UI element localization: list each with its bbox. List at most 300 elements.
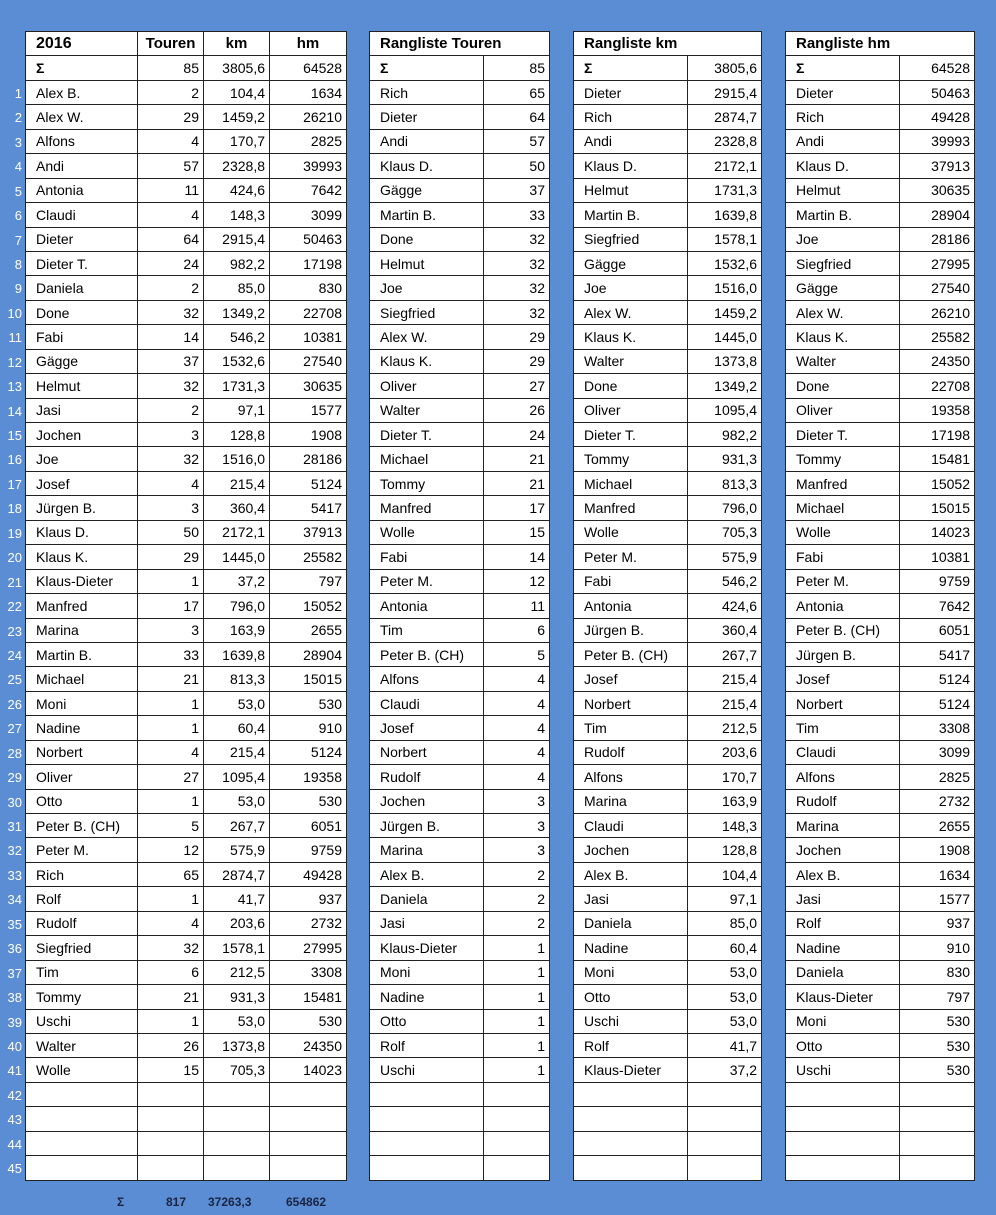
value-cell: 29 (484, 349, 550, 373)
name-cell: Dieter T. (786, 423, 900, 447)
touren-cell: 4 (138, 129, 204, 153)
value-cell: 982,2 (688, 423, 762, 447)
name-cell: Walter (370, 398, 484, 422)
value-cell: 4 (484, 716, 550, 740)
value-cell: 212,5 (688, 716, 762, 740)
name-cell: Alfons (574, 765, 688, 789)
name-cell: Klaus K. (786, 325, 900, 349)
row-number: 20 (7, 550, 22, 566)
row-number: 7 (14, 232, 22, 248)
name-cell: Walter (26, 1033, 138, 1057)
table-row (26, 667, 347, 691)
touren-cell: 14 (138, 325, 204, 349)
table-row (574, 1131, 762, 1155)
table-row (786, 716, 975, 740)
touren-cell: 65 (138, 862, 204, 886)
name-cell: Josef (786, 667, 900, 691)
touren-cell: 2 (138, 80, 204, 104)
row-number: 14 (7, 403, 22, 419)
name-cell: Antonia (26, 178, 138, 202)
value-cell: 530 (900, 1009, 975, 1033)
row-number-spacer (0, 31, 24, 80)
name-cell: Antonia (574, 594, 688, 618)
name-cell: Tim (26, 960, 138, 984)
name-cell: Norbert (370, 740, 484, 764)
touren-cell: 15 (138, 1058, 204, 1082)
value-cell: 21 (484, 471, 550, 495)
table-row (574, 1156, 762, 1180)
value-cell: 85,0 (688, 911, 762, 935)
table-row (26, 105, 347, 129)
value-cell: 32 (484, 276, 550, 300)
table-row (370, 740, 550, 764)
table-row (26, 862, 347, 886)
name-cell: Tim (574, 716, 688, 740)
km-cell: 2874,7 (204, 862, 270, 886)
row-numbers (0, 31, 24, 1180)
table-row (574, 398, 762, 422)
value-cell (484, 1156, 550, 1180)
value-cell: 10381 (900, 545, 975, 569)
hm-cell: 50463 (270, 227, 347, 251)
km-cell: 1516,0 (204, 447, 270, 471)
name-cell: Martin B. (574, 203, 688, 227)
touren-cell (138, 1131, 204, 1155)
touren-cell: 32 (138, 300, 204, 324)
name-cell: Alfons (26, 129, 138, 153)
header-row (574, 32, 762, 56)
table-row (370, 1107, 550, 1131)
name-cell: Wolle (574, 520, 688, 544)
name-cell: Otto (574, 985, 688, 1009)
km-cell: 37,2 (204, 569, 270, 593)
table-row (26, 178, 347, 202)
touren-cell: 11 (138, 178, 204, 202)
table-row (786, 447, 975, 471)
table-row (574, 911, 762, 935)
table-row (370, 594, 550, 618)
name-cell: Siegfried (26, 936, 138, 960)
value-cell: 360,4 (688, 618, 762, 642)
value-cell: 4 (484, 740, 550, 764)
value-cell: 53,0 (688, 1009, 762, 1033)
value-cell: 39993 (900, 129, 975, 153)
hm-cell: 28904 (270, 642, 347, 666)
table-row (26, 911, 347, 935)
table-row (26, 1156, 347, 1180)
hm-cell: 1908 (270, 423, 347, 447)
table-row (574, 887, 762, 911)
table-row (574, 569, 762, 593)
value-cell: 25582 (900, 325, 975, 349)
table-row (574, 789, 762, 813)
row-number: 17 (7, 476, 22, 492)
totals-touren: 817 (166, 1195, 187, 1209)
name-cell: Klaus K. (26, 545, 138, 569)
name-cell: Dieter T. (574, 423, 688, 447)
name-cell: Peter M. (370, 569, 484, 593)
table-row (370, 154, 550, 178)
value-cell: 4 (484, 765, 550, 789)
row-number: 19 (7, 525, 22, 541)
name-cell: Claudi (370, 691, 484, 715)
name-cell: Josef (370, 716, 484, 740)
table-row (370, 1058, 550, 1082)
table-row (370, 960, 550, 984)
name-cell: Manfred (370, 496, 484, 520)
name-cell: Helmut (786, 178, 900, 202)
touren-cell: 6 (138, 960, 204, 984)
value-cell: 6051 (900, 618, 975, 642)
table-row (786, 1107, 975, 1131)
km-cell (204, 1082, 270, 1106)
touren-cell (138, 1082, 204, 1106)
name-cell: Klaus K. (370, 349, 484, 373)
name-cell: Claudi (574, 814, 688, 838)
value-cell: 2874,7 (688, 105, 762, 129)
name-cell: Marina (574, 789, 688, 813)
sum-row (786, 56, 975, 80)
name-cell: Joe (26, 447, 138, 471)
hm-cell: 15481 (270, 985, 347, 1009)
value-cell: 15052 (900, 471, 975, 495)
name-cell: Nadine (26, 716, 138, 740)
table-row (370, 691, 550, 715)
row-number: 30 (7, 794, 22, 810)
row-number: 34 (7, 892, 22, 908)
value-cell: 30635 (900, 178, 975, 202)
name-cell: Fabi (26, 325, 138, 349)
name-cell: Manfred (574, 496, 688, 520)
touren-cell: 1 (138, 887, 204, 911)
table-row (26, 545, 347, 569)
value-cell (900, 1107, 975, 1131)
name-cell (26, 1131, 138, 1155)
km-cell: 982,2 (204, 251, 270, 275)
table-row (786, 471, 975, 495)
value-cell: 1459,2 (688, 300, 762, 324)
touren-cell: 3 (138, 423, 204, 447)
sum-label: Σ (26, 56, 138, 80)
hm-cell: 3099 (270, 203, 347, 227)
name-cell: Alex B. (574, 862, 688, 886)
sum-hm: 64528 (270, 56, 347, 80)
hm-cell: 24350 (270, 1033, 347, 1057)
touren-header: Touren (138, 32, 204, 56)
value-cell: 27 (484, 374, 550, 398)
value-cell: 3 (484, 814, 550, 838)
table-row (786, 789, 975, 813)
row-number: 38 (7, 990, 22, 1006)
table-row (26, 838, 347, 862)
table-row (370, 887, 550, 911)
main-table (25, 31, 347, 1181)
touren-cell: 32 (138, 936, 204, 960)
value-cell: 50463 (900, 80, 975, 104)
table-row (574, 80, 762, 104)
row-number: 15 (7, 428, 22, 444)
rank-km-title: Rangliste km (574, 32, 762, 56)
name-cell: Jasi (370, 911, 484, 935)
hm-cell: 1634 (270, 80, 347, 104)
table-row (574, 496, 762, 520)
touren-cell: 17 (138, 594, 204, 618)
value-cell: 530 (900, 1058, 975, 1082)
table-row (370, 251, 550, 275)
row-number: 42 (7, 1087, 22, 1103)
row-number: 12 (7, 354, 22, 370)
km-cell: 360,4 (204, 496, 270, 520)
row-number: 11 (8, 330, 22, 346)
table-row (574, 594, 762, 618)
table-row (786, 203, 975, 227)
name-cell: Dieter T. (26, 251, 138, 275)
name-cell (370, 1107, 484, 1131)
table-row (786, 594, 975, 618)
table-row (574, 251, 762, 275)
table-row (786, 1156, 975, 1180)
table-row (370, 325, 550, 349)
table-row (26, 618, 347, 642)
touren-cell: 1 (138, 789, 204, 813)
table-row (26, 520, 347, 544)
table-row (26, 471, 347, 495)
table-row (370, 545, 550, 569)
table-row (574, 862, 762, 886)
row-number: 13 (7, 379, 22, 395)
value-cell: 37913 (900, 154, 975, 178)
name-cell: Klaus-Dieter (26, 569, 138, 593)
name-cell (26, 1107, 138, 1131)
name-cell: Done (26, 300, 138, 324)
name-cell: Alfons (370, 667, 484, 691)
value-cell: 60,4 (688, 936, 762, 960)
table-row (574, 716, 762, 740)
name-cell (370, 1156, 484, 1180)
km-cell: 1459,2 (204, 105, 270, 129)
table-row (26, 1058, 347, 1082)
name-cell: Nadine (370, 985, 484, 1009)
row-number: 22 (7, 599, 22, 615)
value-cell: 4 (484, 667, 550, 691)
table-row (26, 423, 347, 447)
value-cell: 15481 (900, 447, 975, 471)
value-cell: 104,4 (688, 862, 762, 886)
table-row (574, 423, 762, 447)
name-cell (26, 1082, 138, 1106)
table-row (786, 1058, 975, 1082)
name-cell: Done (574, 374, 688, 398)
touren-cell: 4 (138, 740, 204, 764)
name-cell: Done (370, 227, 484, 251)
name-cell: Peter B. (CH) (26, 814, 138, 838)
touren-cell: 57 (138, 154, 204, 178)
km-cell: 148,3 (204, 203, 270, 227)
row-number: 31 (7, 819, 22, 835)
value-cell: 1639,8 (688, 203, 762, 227)
table-row (786, 838, 975, 862)
value-cell: 705,3 (688, 520, 762, 544)
table-row (370, 520, 550, 544)
hm-cell (270, 1082, 347, 1106)
km-cell: 1095,4 (204, 765, 270, 789)
name-cell: Antonia (786, 594, 900, 618)
value-cell: 6 (484, 618, 550, 642)
hm-cell: 910 (270, 716, 347, 740)
hm-cell: 26210 (270, 105, 347, 129)
name-cell: Martin B. (26, 642, 138, 666)
km-cell: 128,8 (204, 423, 270, 447)
name-cell: Josef (26, 471, 138, 495)
value-cell (900, 1156, 975, 1180)
table-row (26, 227, 347, 251)
value-cell: 1349,2 (688, 374, 762, 398)
table-row (26, 129, 347, 153)
name-cell: Daniela (786, 960, 900, 984)
table-row (786, 740, 975, 764)
row-number: 16 (7, 452, 22, 468)
table-row (786, 227, 975, 251)
value-cell: 53,0 (688, 960, 762, 984)
table-row (370, 300, 550, 324)
name-cell: Klaus-Dieter (786, 985, 900, 1009)
value-cell: 33 (484, 203, 550, 227)
name-cell: Manfred (26, 594, 138, 618)
name-cell: Otto (26, 789, 138, 813)
table-row (370, 838, 550, 862)
value-cell: 14023 (900, 520, 975, 544)
touren-cell: 33 (138, 642, 204, 666)
table-row (26, 569, 347, 593)
table-row (26, 154, 347, 178)
row-number: 6 (14, 208, 22, 224)
value-cell: 11 (484, 594, 550, 618)
value-cell: 4 (484, 691, 550, 715)
name-cell: Andi (26, 154, 138, 178)
km-cell: 2328,8 (204, 154, 270, 178)
table-row (370, 374, 550, 398)
table-row (574, 276, 762, 300)
rank-touren-table (369, 31, 550, 1181)
table-row (786, 251, 975, 275)
value-cell: 1 (484, 960, 550, 984)
touren-cell: 3 (138, 496, 204, 520)
table-row (370, 471, 550, 495)
table-row (786, 1082, 975, 1106)
name-cell: Klaus-Dieter (574, 1058, 688, 1082)
table-row (26, 594, 347, 618)
hm-cell: 27540 (270, 349, 347, 373)
table-row (786, 1009, 975, 1033)
value-cell: 2 (484, 911, 550, 935)
name-cell: Martin B. (786, 203, 900, 227)
name-cell: Uschi (370, 1058, 484, 1082)
value-cell: 32 (484, 300, 550, 324)
row-number: 2 (14, 110, 22, 126)
name-cell: Klaus D. (26, 520, 138, 544)
value-cell: 796,0 (688, 496, 762, 520)
name-cell: Norbert (26, 740, 138, 764)
table-row (26, 765, 347, 789)
table-row (786, 911, 975, 935)
name-cell: Jochen (786, 838, 900, 862)
row-number: 29 (7, 770, 22, 786)
name-cell: Alex B. (786, 862, 900, 886)
table-row (574, 936, 762, 960)
row-number: 21 (7, 574, 22, 590)
table-row (370, 203, 550, 227)
table-row (786, 545, 975, 569)
value-cell: 5124 (900, 667, 975, 691)
table-row (370, 569, 550, 593)
hm-cell: 5417 (270, 496, 347, 520)
row-number: 1 (14, 85, 22, 101)
table-row (574, 325, 762, 349)
table-row (786, 985, 975, 1009)
table-row (370, 105, 550, 129)
touren-cell: 26 (138, 1033, 204, 1057)
value-cell: 424,6 (688, 594, 762, 618)
table-row (786, 618, 975, 642)
name-cell (574, 1107, 688, 1131)
value-cell: 530 (900, 1033, 975, 1057)
km-cell: 53,0 (204, 789, 270, 813)
hm-cell: 30635 (270, 374, 347, 398)
km-cell: 170,7 (204, 129, 270, 153)
table-row (574, 740, 762, 764)
name-cell: Moni (370, 960, 484, 984)
table-row (26, 1009, 347, 1033)
km-cell: 575,9 (204, 838, 270, 862)
table-row (574, 203, 762, 227)
value-cell: 37,2 (688, 1058, 762, 1082)
hm-cell: 25582 (270, 545, 347, 569)
km-cell: 1349,2 (204, 300, 270, 324)
year-header: 2016 (26, 32, 138, 56)
row-number: 33 (7, 867, 22, 883)
value-cell: 575,9 (688, 545, 762, 569)
table-row (370, 814, 550, 838)
hm-cell: 39993 (270, 154, 347, 178)
touren-cell: 2 (138, 276, 204, 300)
row-number: 44 (7, 1136, 22, 1152)
value-cell: 3308 (900, 716, 975, 740)
value-cell: 27540 (900, 276, 975, 300)
hm-cell: 1577 (270, 398, 347, 422)
name-cell: Rich (786, 105, 900, 129)
name-cell: Jürgen B. (370, 814, 484, 838)
name-cell: Tommy (26, 985, 138, 1009)
name-cell: Andi (370, 129, 484, 153)
name-cell (786, 1082, 900, 1106)
value-cell: 97,1 (688, 887, 762, 911)
hm-cell: 3308 (270, 960, 347, 984)
hm-cell: 2825 (270, 129, 347, 153)
value-cell: 24350 (900, 349, 975, 373)
touren-cell: 29 (138, 105, 204, 129)
row-number: 28 (7, 745, 22, 761)
table-row (370, 911, 550, 935)
value-cell: 1 (484, 985, 550, 1009)
table-row (574, 471, 762, 495)
value-cell: 17 (484, 496, 550, 520)
km-cell: 85,0 (204, 276, 270, 300)
name-cell: Tim (370, 618, 484, 642)
table-row (786, 496, 975, 520)
name-cell: Klaus D. (574, 154, 688, 178)
value-cell: 27995 (900, 251, 975, 275)
name-cell: Uschi (786, 1058, 900, 1082)
